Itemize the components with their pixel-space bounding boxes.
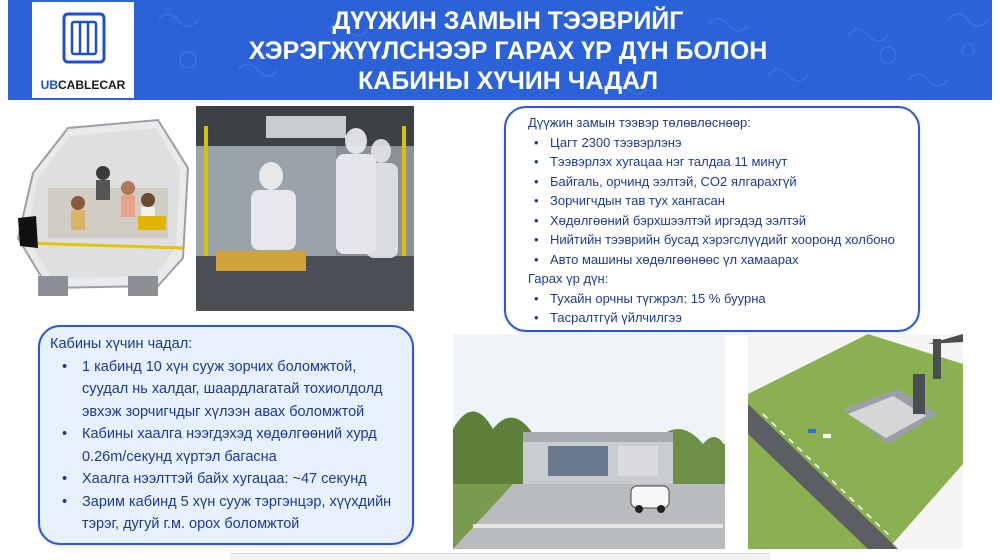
bullet-icon: • [534,173,539,189]
bullet-icon: • [62,471,68,487]
route-plan-list [528,133,895,270]
results-heading: Гарах үр дүн: [528,271,609,286]
list-item-continuation: суудал нь халдаг, шаардлагатай тохиолдолд [82,381,383,397]
list-item: • Тухайн орчны түгжрэл: 15 % буурна [528,289,895,309]
cable-car-logo-icon [62,12,106,64]
list-item: • Кабины хаалга нээгдэхэд хөдөлгөөний хурд [50,423,391,446]
station-aerial-image [748,334,963,549]
bullet-icon: • [534,212,539,228]
list-item: • Зарим кабинд 5 хүн сууж тэргэнцэр, хүүхдийн [50,491,391,514]
bullet-icon: • [62,493,68,510]
results-list [528,289,895,328]
bullet-icon: • [534,154,539,169]
bullet-icon: • [62,426,68,442]
bullet-icon: • [534,310,539,325]
list-item: • Авто машины хөдөлгөөнөөс үл хамаарах [528,250,895,270]
list-item: • Байгаль, орчинд ээлтэй, CO2 ялгарахгүй [528,172,895,192]
bullet-icon: • [534,290,539,306]
bullet-icon: • [534,134,539,150]
bullet-icon: • [534,251,539,267]
cabin-interior-image [196,106,414,311]
list-item: • Тасралтгүй үйлчилгээ [528,308,895,328]
cabin-exterior-image [8,108,193,308]
logo[interactable] [32,2,134,98]
cabin-capacity-heading: Кабины хүчин чадал: [50,336,193,352]
list-item-continuation: тэрэг, дугуй г.м. орох боломжтой [82,516,300,532]
bullet-icon: • [534,193,539,208]
list-item: • Цагт 2300 тээвэрлэнэ [528,133,895,153]
logo-text: UBCABLECAR [40,78,126,92]
list-item-continuation: эвхэж зорчигчдыг хүлээн авах боломжтой [82,403,365,420]
route-benefits-panel [504,106,920,332]
list-item: • Хаалга нээлттэй байх хугацаа: ~47 секунд [50,468,391,491]
cabin-capacity-list [50,356,391,536]
list-item: • Хөдөлгөөний бэрхшээлтэй иргэдэд ээлтэй [528,211,895,231]
bullet-icon: • [534,232,539,247]
bullet-icon: • [62,358,68,375]
list-item: • Тээвэрлэх хугацаа нэг талдаа 11 минут [528,152,895,172]
route-plan-heading: Дүүжин замын тээвэр төлөвлөснөөр: [528,115,751,130]
list-item: • Нийтийн тээврийн бусад хэрэгслүүдийг хооронд холбоно [528,230,895,250]
title-line-3: КАБИНЫ ХҮЧИН ЧАДАЛ [357,67,659,95]
list-item: • Зорчигчдын тав тух хангасан [528,191,895,211]
cabin-capacity-panel [38,325,414,545]
station-building-image [453,334,725,549]
list-item-continuation: 0.26m/секунд хүртэл багасна [82,448,277,465]
header-banner [8,0,992,100]
title-line-1: ДҮҮЖИН ЗАМЫН ТЭЭВРИЙГ [332,7,684,35]
list-item: • 1 кабинд 10 хүн сууж зорчих боломжтой, [50,356,391,379]
title-line-2: ХЭРЭГЖҮҮЛСНЭЭР ГАРАХ ҮР ДҮН БОЛОН [248,37,768,65]
page-title [158,6,858,96]
